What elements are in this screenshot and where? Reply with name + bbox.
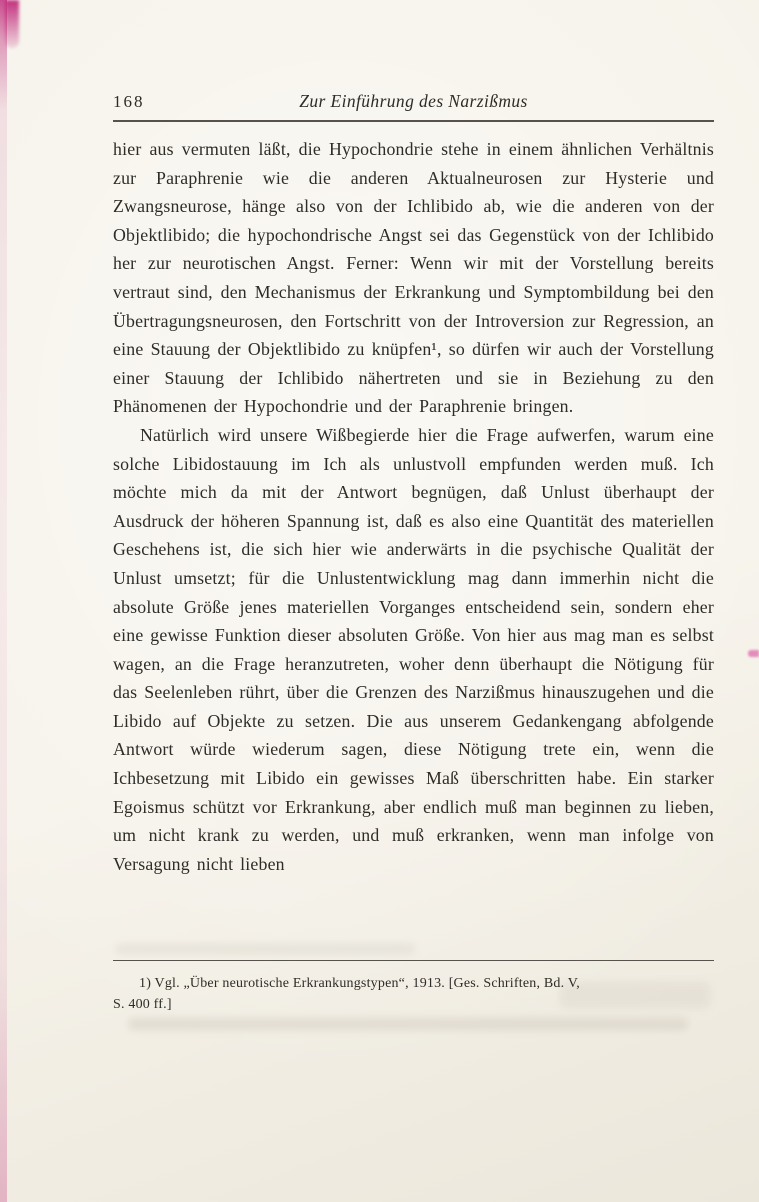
scan-stain-top-left [5, 0, 19, 48]
page-number: 168 [113, 92, 145, 111]
page-body-text [113, 135, 714, 878]
footnote-rule [113, 960, 714, 961]
footnote-line: 1) Vgl. „Über neurotische Erkrankungstypen“, 1913. [Ges. Schriften, Bd. V, [139, 976, 580, 992]
scan-mark-right-edge [748, 650, 759, 657]
footnote-area [113, 960, 714, 1015]
running-title: Zur Einführung des Narzißmus [299, 91, 528, 111]
scan-edge-left-artifact [0, 0, 7, 1202]
paragraph: Natürlich wird unsere Wißbegierde hier die Frage aufwerfen, warum eine solche Libidostauung im Ich als unlustvoll empfunden werden muß. Ich möchte mich da mit der Antwort begnügen, daß Unlust überhaupt der Ausdruck der höheren Spannung ist, daß es also eine Quantität des materiellen Geschehens ist, die sich hier wie anderwärts in die psychische Qualität der Unlust umsetzt; für die Unlustentwicklung mag dann immerhin nicht die absolute Größe jenes materiellen Vorganges entscheidend sein, sondern eher eine gewisse Funktion dieser absoluten Größe. Von hier aus mag man es selbst wagen, an die Frage heranzutreten, woher denn überhaupt die Nötigung für das Seelenleben rührt, über die Grenzen des Narzißmus hinauszugehen und die Libido auf Objekte zu setzen. Die aus unserem Gedankengang abfolgende Antwort würde wiederum sagen, diese Nötigung trete ein, wenn die Ichbesetzung mit Libido ein gewisses Maß überschritten habe. Ein starker Egoismus schützt vor Erkrankung, aber endlich muß man beginnen zu lieben, um nicht krank zu werden, und muß erkranken, wenn man infolge von Versagung nicht lieben [113, 424, 714, 874]
page-header [113, 91, 714, 112]
bleedthrough-smudge [115, 944, 415, 954]
header-rule [113, 120, 714, 122]
bleedthrough-smudge [128, 1018, 688, 1030]
paragraph-continuation: hier aus vermuten läßt, die Hypochondrie stehe in einem ähnlichen Verhältnis zur Paraphrenie wie die anderen Aktualneurosen zur Hysterie und Zwangsneurose, hänge also von der Ichlibido ab, wie die anderen von der Objektlibido; die hypochondrische Angst sei das Gegenstück von der Ichlibido her zur neurotischen Angst. Ferner: Wenn wir mit der Vorstellung bereits vertraut sind, den Mechanismus der Erkrankung und Symptombildung bei den Übertragungsneurosen, den Fortschritt von der Introversion zur Regression, an eine Stauung der Objektlibido zu knüpfen¹, so dürfen wir auch der Vorstellung einer Stauung der Ichlibido nähertreten und sie in Beziehung zu den Phänomenen der Hypochondrie und der Paraphrenie bringen. [113, 139, 714, 417]
footnote-line: S. 400 ff.] [113, 996, 172, 1012]
